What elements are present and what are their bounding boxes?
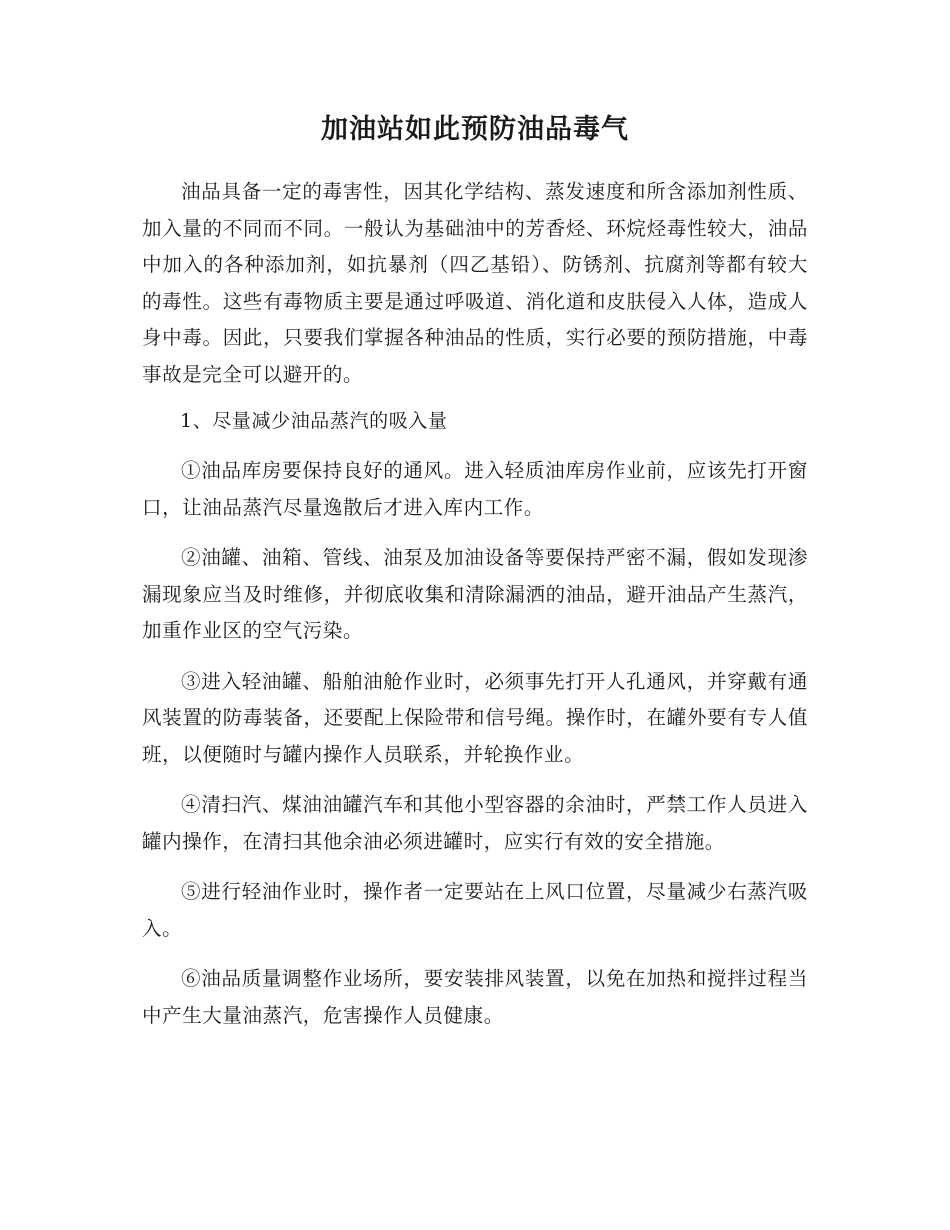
intro-paragraph: 油品具备一定的毒害性，因其化学结构、蒸发速度和所含添加剂性质、加入量的不同而不同。一般认为基础油中的芳香烃、环烷烃毒性较大，油品中加入的各种添加剂，如抗暴剂（四乙基铅）、防锈剂、抗腐剂等都有较大的毒性。这些有毒物质主要是通过呼吸道、消化道和皮肤侵入人体，造成人身中毒。因此，只要我们掌握各种油品的性质，实行必要的预防措施，中毒事故是完全可以避开的。 [142,180,808,386]
list-item: ⑥油品质量调整作业场所，要安装排风装置，以免在加热和搅拌过程当中产生大量油蒸汽，危害操作人员健康。 [142,967,808,1027]
document-page [142,108,808,1034]
page-title: 加油站如此预防油品毒气 [321,114,629,145]
list-item: ③进入轻油罐、船舶油舱作业时，必须事先打开人孔通风，并穿戴有通风装置的防毒装备，还要配上保险带和信号绳。操作时，在罐外要有专人值班，以便随时与罐内操作人员联系，并轮换作业。 [142,669,808,766]
section-heading: 1、尽量减少油品蒸汽的吸入量 [180,410,448,432]
list-item: ②油罐、油箱、管线、油泵及加油设备等要保持严密不漏，假如发现渗漏现象应当及时维修，并彻底收集和清除漏洒的油品，避开油品产生蒸汽，加重作业区的空气污染。 [142,546,808,642]
list-item: ⑤进行轻油作业时，操作者一定要站在上风口位置，尽量减少右蒸汽吸入。 [142,880,808,940]
list-item: ④清扫汽、煤油油罐汽车和其他小型容器的余油时，严禁工作人员进入罐内操作，在清扫其他余油必须进罐时，应实行有效的安全措施。 [142,793,808,853]
list-item: ①油品库房要保持良好的通风。进入轻质油库房作业前，应该先打开窗口，让油品蒸汽尽量逸散后才进入库内工作。 [142,459,808,519]
